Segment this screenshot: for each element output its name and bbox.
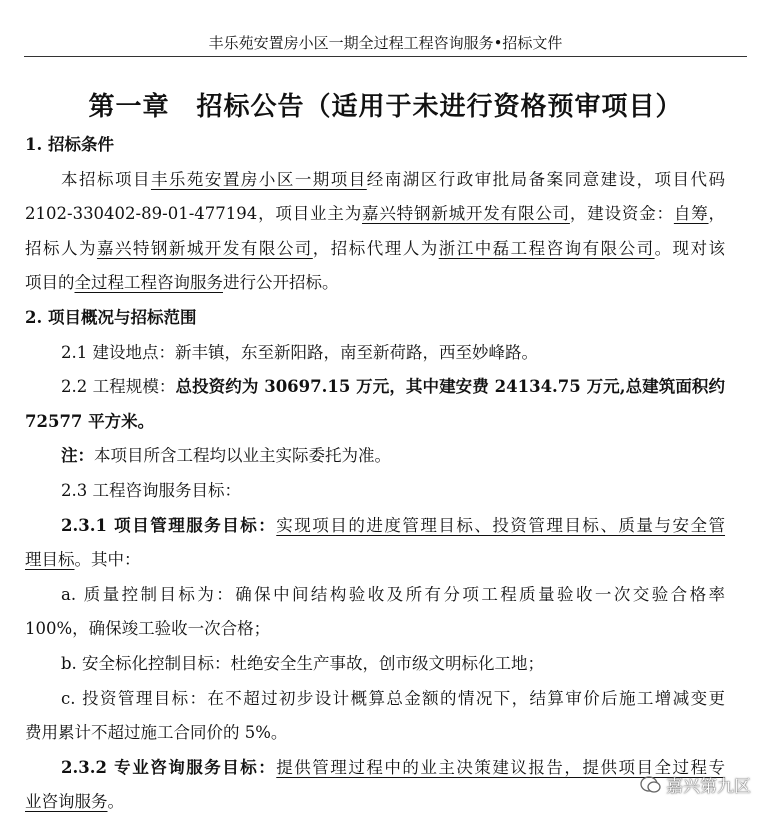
underlined-text: 业咨询服务 (25, 792, 108, 812)
text-segment: 本招标项目 (61, 169, 151, 189)
text-segment: 72577 平方米。 (25, 411, 155, 431)
underlined-text: 自筹 (673, 204, 709, 224)
text-line (25, 370, 725, 405)
underlined-text: 提供管理过程中的业主决策建议报告，提供项目全过程专 (276, 757, 726, 777)
underlined-text: 嘉兴特钢新城开发有限公司 (96, 238, 313, 258)
underlined-text: 浙江中磊工程咨询有限公司 (438, 238, 655, 258)
text-line (25, 682, 725, 717)
watermark (640, 772, 751, 797)
text-segment: ，建设资金： (569, 204, 674, 224)
underlined-text: 嘉兴特钢新城开发有限公司 (362, 204, 570, 224)
wechat-icon (640, 775, 662, 795)
text-line (25, 578, 725, 613)
text-segment: 总投资约为 30697.15 万元，其中建安费 24134.75 万元,总建筑面积约 (175, 377, 725, 397)
text-segment: 招标人为 (25, 238, 97, 258)
underlined-text: 全过程工程咨询服务 (74, 273, 223, 293)
text-segment: c. 投资管理目标：在不超过初步设计概算总金额的情况下，结算审价后施工增减变更 (61, 688, 725, 708)
text-segment: 2102-330402-89-01-477194，项目业主为 (25, 204, 363, 224)
text-line (25, 232, 725, 267)
text-line (25, 716, 725, 751)
text-segment: b. 安全标化控制目标：杜绝安全生产事故，创市级文明标化工地； (61, 653, 545, 673)
text-line (25, 543, 725, 578)
text-segment: 2.1 建设地点：新丰镇，东至新阳路，南至新荷路，西至妙峰路。 (61, 342, 538, 362)
text-line (25, 474, 725, 509)
text-segment: 2.2 工程规模： (61, 377, 176, 397)
watermark-text: 嘉兴第九区 (666, 777, 751, 797)
text-line (25, 439, 725, 474)
header-divider (24, 56, 747, 57)
text-segment: 1. 招标条件 (25, 135, 114, 154)
text-segment: ， (708, 204, 726, 224)
text-segment: 2.3.2 专业咨询服务目标： (61, 757, 277, 777)
text-segment: 100%，确保竣工验收一次合格； (25, 619, 271, 639)
text-segment: ，招标代理人为 (312, 238, 439, 258)
text-line (25, 612, 725, 647)
text-line (25, 785, 725, 820)
page-header: 丰乐苑安置房小区一期全过程工程咨询服务•招标文件 (208, 34, 563, 52)
text-line (25, 163, 725, 198)
text-segment: 2.3.1 项目管理服务目标： (61, 515, 277, 535)
text-line (25, 128, 725, 163)
text-segment: 费用累计不超过施工合同价的 5%。 (25, 723, 288, 743)
document-body (25, 128, 725, 820)
text-segment: 进行公开招标。 (223, 273, 339, 293)
text-line (25, 509, 725, 544)
text-segment: 2. 项目概况与招标范围 (25, 307, 197, 327)
text-line (25, 197, 725, 232)
text-segment: 。其中： (74, 550, 141, 570)
text-segment: 项目的 (25, 273, 75, 293)
text-line (25, 647, 725, 682)
underlined-text: 丰乐苑安置房小区一期项目 (150, 169, 367, 189)
text-line (25, 405, 725, 440)
text-line (25, 301, 725, 336)
text-segment: 2.3 工程咨询服务目标： (61, 480, 241, 500)
text-line (25, 336, 725, 371)
text-segment: 本项目所含工程均以业主实际委托为准。 (94, 446, 391, 466)
text-segment: 经南湖区行政审批局备案同意建设，项目代码 (366, 169, 726, 189)
text-segment: 。现对该 (654, 238, 726, 258)
text-segment: 。 (107, 792, 124, 812)
text-segment: a. 质量控制目标为：确保中间结构验收及所有分项工程质量验收一次交验合格率 (61, 584, 725, 604)
text-segment: 注： (61, 446, 94, 466)
chapter-title: 第一章 招标公告（适用于未进行资格预审项目） (88, 92, 683, 122)
text-line (25, 751, 725, 786)
underlined-text: 实现项目的进度管理目标、投资管理目标、质量与安全管 (276, 515, 726, 535)
underlined-text: 理目标 (25, 550, 75, 570)
text-line (25, 266, 725, 301)
